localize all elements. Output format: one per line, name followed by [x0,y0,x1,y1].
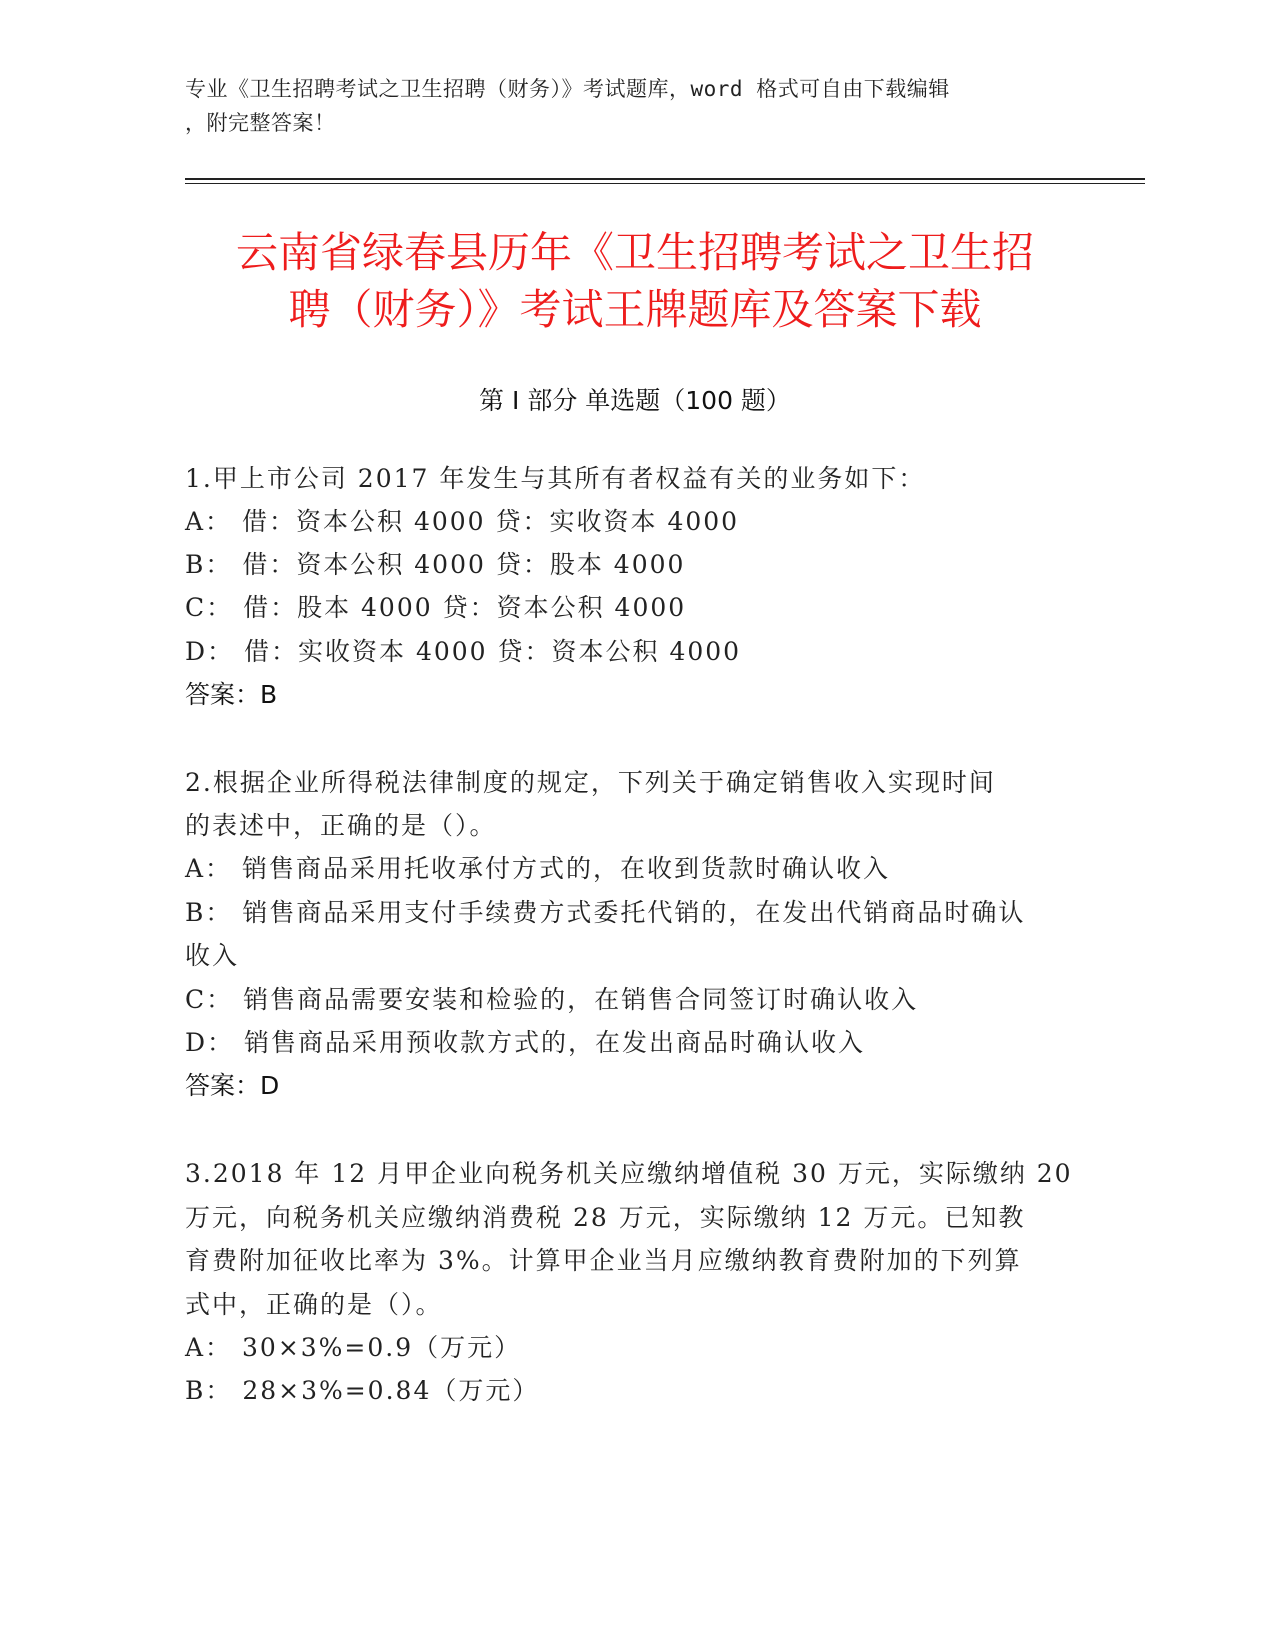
question-2-option-d: D： 销售商品采用预收款方式的，在发出商品时确认收入 [185,1028,865,1057]
question-2-option-c: C： 销售商品需要安装和检验的，在销售合同签订时确认收入 [185,985,919,1014]
question-2-answer: 答案：D [185,1071,280,1100]
question-1-option-b: B： 借：资本公积 4000 贷：股本 4000 [185,550,686,579]
question-2-option-b-line-1: B： 销售商品采用支付手续费方式委托代销的，在发出代销商品时确认 [185,898,1026,927]
header-note-line-1: 专业《卫生招聘考试之卫生招聘（财务）》考试题库，word 格式可自由下载编辑 [185,77,950,101]
question-1-stem: 1.甲上市公司 2017 年发生与其所有者权益有关的业务如下： [185,464,926,493]
question-2-option-b-line-2: 收入 [185,941,240,970]
question-3-stem-line-2: 万元，向税务机关应缴纳消费税 28 万元，实际缴纳 12 万元。已知教 [185,1203,1026,1232]
section-title: 第 I 部分 单选题（100 题） [479,386,791,415]
question-2-option-a: A： 销售商品采用托收承付方式的，在收到货款时确认收入 [185,854,891,883]
question-1-option-a: A： 借：资本公积 4000 贷：实收资本 4000 [185,507,740,536]
question-3-stem-line-3: 育费附加征收比率为 3%。计算甲企业当月应缴纳教育费附加的下列算 [185,1246,1022,1275]
question-1-option-c: C： 借：股本 4000 贷：资本公积 4000 [185,593,687,622]
document-title-line-1: 云南省绿春县历年《卫生招聘考试之卫生招 [235,228,1034,277]
question-2-stem-line-2: 的表述中，正确的是（）。 [185,811,497,840]
header-divider-thick [185,178,1145,180]
question-3-stem-line-1: 3.2018 年 12 月甲企业向税务机关应缴纳增值税 30 万元，实际缴纳 20 [185,1159,1073,1188]
question-1-option-d: D： 借：实收资本 4000 贷：资本公积 4000 [185,637,742,666]
header-note [185,72,1070,140]
question-3-stem-line-4: 式中，正确的是（）。 [185,1290,443,1319]
question-3-option-a: A： 30×3%=0.9（万元） [185,1333,522,1362]
question-2-stem-line-1: 2.根据企业所得税法律制度的规定，下列关于确定销售收入实现时间 [185,768,996,797]
question-1-answer: 答案：B [185,680,278,709]
header-divider-thin [185,183,1145,184]
document-title-line-2: 聘（财务）》考试王牌题库及答案下载 [288,285,982,334]
question-3-option-b: B： 28×3%=0.84（万元） [185,1376,540,1405]
header-note-line-2: ，附完整答案！ [185,111,336,135]
document-title [185,224,1085,338]
